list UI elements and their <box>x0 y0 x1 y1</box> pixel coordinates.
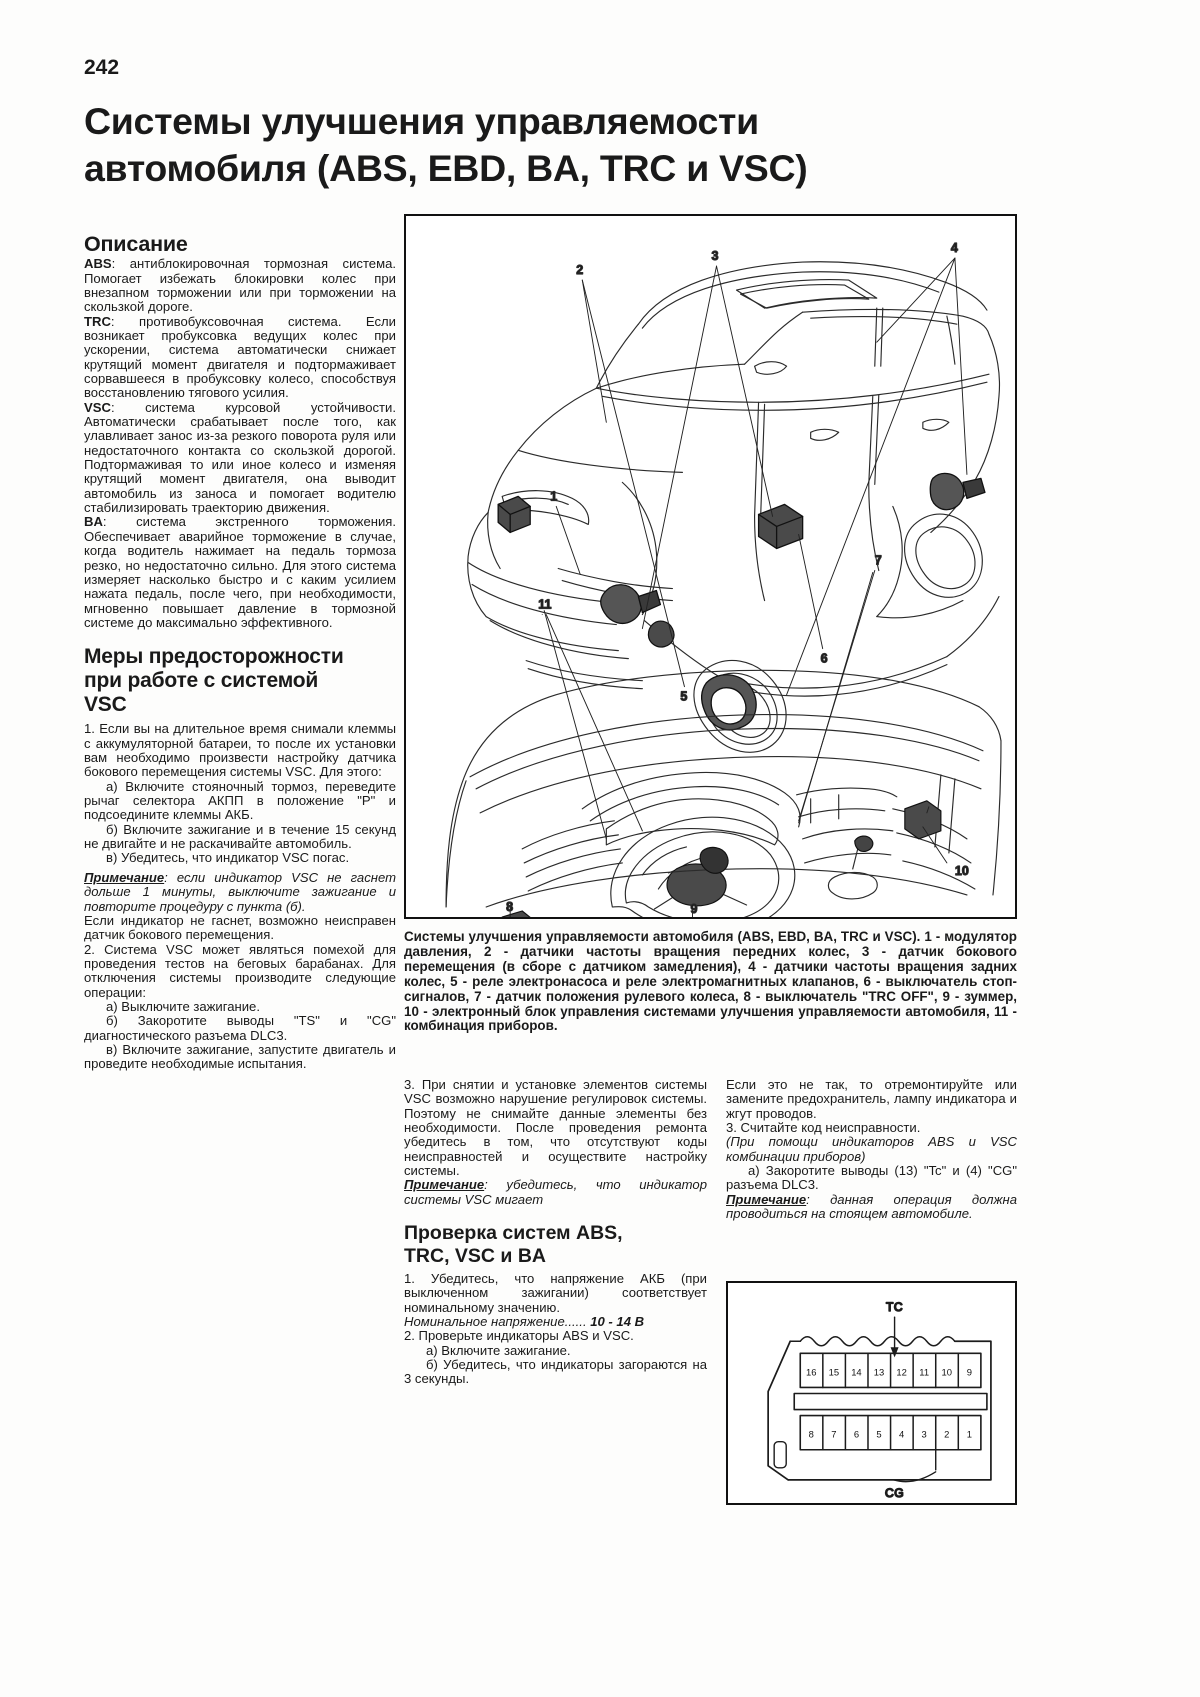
terminal-label-tc: TC <box>885 1300 904 1315</box>
callout-4: 4 <box>950 241 958 256</box>
page-title-line-2: автомобиля (ABS, EBD, BA, TRC и VSC) <box>84 146 808 189</box>
left-text-column <box>84 232 396 1072</box>
right-para-2: 3. Считайте код неисправности. <box>726 1120 921 1136</box>
pin-9: 9 <box>966 1366 972 1378</box>
vsc-label: VSC <box>84 399 111 415</box>
heading-check-line-1: Проверка систем ABS, <box>404 1222 623 1245</box>
precaution-item-2b: б) Закоротите выводы "TS" и "CG" диагностического разъема DLC3. <box>84 1013 396 1043</box>
right-para-1: Если это не так, то отремонтируйте или замените предохранитель, лампу индикатора и жгут проводов. <box>726 1077 1017 1121</box>
right-para-3: (При помощи индикаторов ABS и VSC комбинации приборов) <box>726 1134 1017 1164</box>
pin-3: 3 <box>921 1428 927 1440</box>
note-1-text: : если индикатор VSC не гаснет дольше 1 минуты, выключите зажигание и повторите процедуру с пункта (б). <box>84 869 396 914</box>
paragraph-vsc <box>84 401 396 516</box>
callout-7: 7 <box>874 553 882 568</box>
callout-2: 2 <box>576 263 584 278</box>
pin-6: 6 <box>853 1428 860 1440</box>
connector-svg <box>728 1283 1015 1503</box>
nominal-voltage-value: 10 - 14 В <box>590 1313 645 1329</box>
pin-14: 14 <box>851 1366 862 1378</box>
mid-note <box>404 1178 707 1207</box>
callout-6: 6 <box>820 651 828 666</box>
figure-caption: Системы улучшения управляемости автомобиля (ABS, EBD, BA, TRC и VSC). 1 - модулятор давления, 2 - датчики частоты вращения передних колес, 3 - датчик бокового перемещения (в сборе с датчиком замедления), 4 - датчики частоты вращения задних колес, 5 - реле электронасоса и реле электромагнитных клапанов, 6 - выключатель стоп-сигналов, 7 - датчик положения рулевого колеса, 8 - выключатель "TRC OFF", 9 - зуммер, 10 - электронный блок управления системами улучшения управляемости автомобиля, 11 - комбинация приборов. <box>404 929 1017 1034</box>
heading-precautions <box>84 645 396 716</box>
precaution-item-1b: б) Включите зажигание и в течение 15 секунд не двигайте и не раскачивайте автомобиль. <box>84 821 396 852</box>
check-item-2: 2. Проверьте индикаторы ABS и VSC. <box>404 1328 634 1344</box>
heading-precautions-line-2: при работе с системой <box>84 668 319 692</box>
illustration-svg <box>406 216 1015 917</box>
precaution-item-1a: а) Включите стояночный тормоз, переведите рычаг селектора АКПП в положение "P" и подсоедините клеммы АКБ. <box>84 778 396 823</box>
right-para-4a: а) Закоротите выводы (13) "Tc" и (4) "CG" разъема DLC3. <box>726 1163 1017 1193</box>
precaution-item-2: 2. Система VSC может являться помехой для проведения тестов на беговых барабанах. Для отключения системы производите следующие операции: <box>84 941 396 1000</box>
ba-text: : система экстренного торможения. Обеспечивает аварийное торможение в случае, когда водитель нажимает на педаль тормоза резко, но недостаточно сильно. Для этого система измеряет насколько быстро и с каким усилием нажата педаль, после чего, при необходимости, мгновенно повышает давление в тормозной системе до максимально эффективного. <box>84 514 396 630</box>
nominal-voltage-dots: ...... <box>564 1313 591 1329</box>
abs-label: ABS <box>84 256 112 272</box>
ba-label: BA <box>84 514 103 530</box>
pin-4: 4 <box>898 1428 905 1440</box>
callout-11: 11 <box>538 597 552 612</box>
note-1-label: Примечание <box>84 869 165 885</box>
right-note <box>726 1193 1017 1222</box>
right-text-column <box>726 1078 1017 1221</box>
right-note-text: : данная операция должна проводиться на стоящем автомобиле. <box>726 1191 1017 1222</box>
pin-1: 1 <box>966 1428 972 1440</box>
paragraph-ba <box>84 515 396 630</box>
precaution-item-2c: в) Включите зажигание, запустите двигатель и проведите необходимые испытания. <box>84 1041 396 1072</box>
abs-text: : антиблокировочная тормозная система. Помогает избежать блокировки колес при внезапном торможении или при торможении на скользкой дороге. <box>84 256 396 315</box>
terminal-label-cg: CG <box>884 1485 905 1500</box>
paragraph-trc <box>84 315 396 401</box>
note-1-tail: Если индикатор не гаснет, возможно неисправен датчик бокового перемещения. <box>84 912 396 943</box>
pin-7: 7 <box>831 1428 837 1440</box>
pin-8: 8 <box>808 1428 814 1440</box>
check-item-1: 1. Убедитесь, что напряжение АКБ (при выключенном зажигании) соответствует номинальному значению. <box>404 1270 707 1315</box>
pin-11: 11 <box>919 1366 930 1378</box>
precaution-item-1: 1. Если вы на длительное время снимали клеммы с аккумуляторной батареи, то после их установки вам необходимо произвести настройку датчика бокового перемещения системы VSC. Для этого: <box>84 721 396 780</box>
right-note-label: Примечание <box>726 1191 807 1207</box>
heading-precautions-line-1: Меры предосторожности <box>84 645 344 669</box>
nominal-voltage-label: Номинальное напряжение <box>404 1313 565 1329</box>
precaution-item-1c: в) Убедитесь, что индикатор VSC погас. <box>106 850 350 866</box>
callout-8: 8 <box>506 899 514 914</box>
heading-description: Описание <box>84 232 188 256</box>
callout-9: 9 <box>690 901 698 916</box>
trc-text: : противобуксовочная система. Если возникает пробуксовка ведущих колес при ускорении, система автоматически снижает крутящий момент двигателя и подтормаживает сорвавшееся в пробуксовку колесо, способствуя восстановлению тягового усилия. <box>84 313 396 401</box>
pin-15: 15 <box>828 1366 840 1378</box>
dlc3-connector-diagram <box>726 1281 1017 1505</box>
vehicle-systems-illustration <box>404 214 1017 919</box>
trc-label: TRC <box>84 313 111 329</box>
pin-13: 13 <box>873 1366 885 1378</box>
pin-12: 12 <box>896 1366 907 1378</box>
page-number: 242 <box>84 56 120 79</box>
nominal-voltage-line <box>404 1315 707 1329</box>
paragraph-abs <box>84 257 396 314</box>
heading-check-systems <box>404 1222 707 1267</box>
pin-16: 16 <box>806 1366 817 1378</box>
callout-10: 10 <box>954 863 969 878</box>
mid-note-text: : убедитесь, что индикатор системы VSC мигает <box>404 1177 707 1207</box>
page-title-line-1: Системы улучшения управляемости <box>84 100 759 142</box>
check-item-2b: б) Убедитесь, что индикаторы загораются на 3 секунды. <box>404 1357 707 1387</box>
vsc-text: : система курсовой устойчивости. Автоматически срабатывает после того, как улавливает занос из-за резкого поворота руля или недостаточного контакта со скользкой дорогой. Подтормаживая то или иное колесо и изменяя крутящий момент двигателя, она выводит автомобиль из заноса и помогает водителю стабилизировать траекторию движения. <box>84 399 396 516</box>
middle-text-column <box>404 1078 707 1387</box>
note-1 <box>84 871 396 914</box>
heading-check-line-2: TRC, VSC и BA <box>404 1244 546 1267</box>
pin-2: 2 <box>944 1428 950 1440</box>
heading-precautions-line-3: VSC <box>84 692 127 716</box>
callout-3: 3 <box>711 249 719 264</box>
callout-1: 1 <box>550 489 558 504</box>
connector-pin-numbers <box>806 1366 972 1439</box>
mid-item-3: 3. При снятии и установке элементов системы VSC возможно нарушение регулировок системы. Поэтому не снимайте данные элементы без необходимости. После проведения ремонта убедитесь в том, что отсутствуют коды неисправностей и осуществите настройку системы. <box>404 1077 707 1179</box>
page-title <box>84 98 1114 191</box>
pin-10: 10 <box>941 1366 953 1378</box>
callout-5: 5 <box>680 689 688 704</box>
precaution-item-2a: а) Выключите зажигание. <box>106 998 260 1014</box>
check-item-2a: а) Включите зажигание. <box>426 1342 571 1358</box>
pin-5: 5 <box>876 1428 882 1440</box>
mid-note-label: Примечание <box>404 1177 485 1193</box>
